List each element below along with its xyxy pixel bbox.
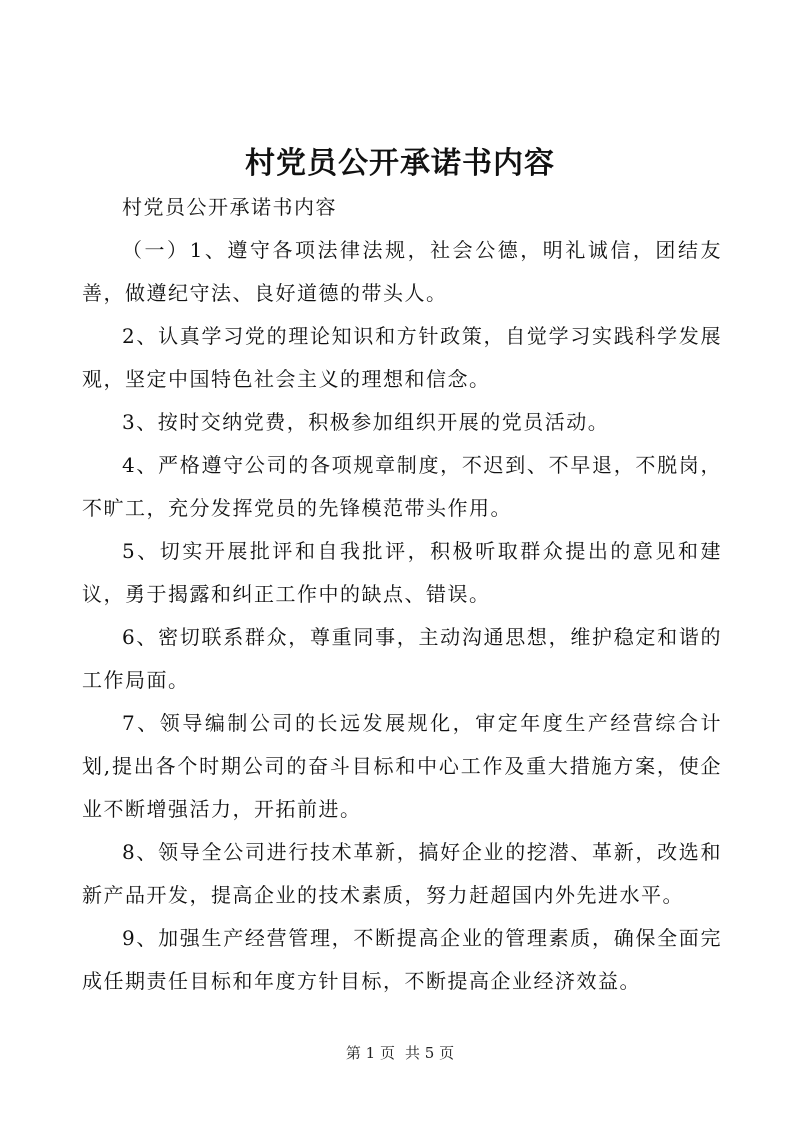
- paragraph-4: 4、严格遵守公司的各项规章制度，不迟到、不早退，不脱岗，不旷工，充分发挥党员的先锋模范带头作用。: [82, 453, 722, 520]
- paragraph-1: （一）1、遵守各项法律法规，社会公德，明礼诚信，团结友善，做遵纪守法、良好道德的带头人。: [82, 238, 722, 305]
- page-footer: [0, 1042, 800, 1064]
- paragraph-6: 6、密切联系群众，尊重同事，主动沟通思想，维护稳定和谐的工作局面。: [82, 625, 722, 692]
- page-number: 第 1 页: [345, 1044, 395, 1062]
- paragraph-7: 7、领导编制公司的长远发展规化，审定年度生产经营综合计划,提出各个时期公司的奋斗目标和中心工作及重大措施方案，使企业不断增强活力，开拓前进。: [82, 711, 722, 821]
- paragraph-5: 5、切实开展批评和自我批评，积极听取群众提出的意见和建议，勇于揭露和纠正工作中的缺点、错误。: [82, 539, 722, 606]
- paragraph-3: 3、按时交纳党费，积极参加组织开展的党员活动。: [122, 410, 610, 434]
- page-total: 共 5 页: [405, 1044, 455, 1062]
- paragraph-8: 8、领导全公司进行技术革新，搞好企业的挖潜、革新，改选和新产品开发，提高企业的技术素质，努力赶超国内外先进水平。: [82, 840, 722, 907]
- document-title: 村党员公开承诺书内容: [245, 146, 555, 181]
- document-body: [82, 186, 722, 1003]
- paragraph-subtitle: 村党员公开承诺书内容: [122, 195, 337, 219]
- paragraph-2: 2、认真学习党的理论知识和方针政策，自觉学习实践科学发展观，坚定中国特色社会主义的理想和信念。: [82, 324, 722, 391]
- paragraph-9: 9、加强生产经营管理，不断提高企业的管理素质，确保全面完成任期责任目标和年度方针目标，不断提高企业经济效益。: [82, 926, 722, 993]
